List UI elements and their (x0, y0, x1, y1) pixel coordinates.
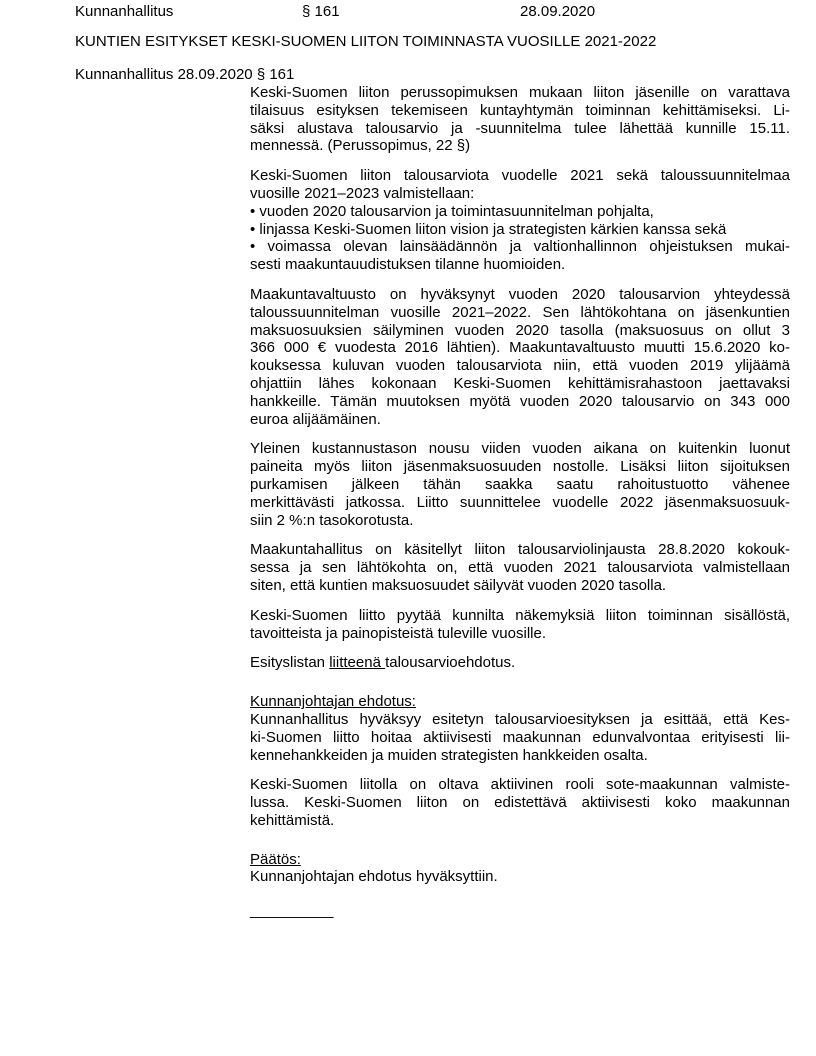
paragraph (250, 167, 790, 274)
body-line: Keski-Suomen liiton perussopimuksen mukaan liiton jäsenille on varattava (250, 84, 790, 101)
header-section-number: § 161 (302, 3, 340, 20)
paragraph (250, 711, 790, 764)
heading-block (250, 851, 790, 869)
body-line: mennessä. (Perussopimus, 22 §) (250, 137, 471, 155)
body-line: säksi alustava talousarvio ja -suunnitelma tulee lähettää kunnille 15.11. (250, 119, 790, 137)
signature-block (250, 902, 790, 920)
body-line: Maakuntahallitus on käsitellyt liiton talousarviolinjausta 28.8.2020 kokouk- (250, 541, 790, 559)
body-line: • voimassa olevan lainsäädännön ja valtionhallinnon ohjeistuksen mukai- (250, 238, 790, 256)
page-title: KUNTIEN ESITYKSET KESKI-SUOMEN LIITON TOIMINNASTA VUOSILLE 2021-2022 (75, 33, 657, 50)
body-line: Yleinen kustannustason nousu viiden vuoden aikana on kuitenkin luonut (250, 440, 790, 458)
body-line: hankkeille. Tämän muutoksen myötä vuoden 2020 talousarvio on 343 000 (250, 392, 790, 410)
body-line: tavoitteista ja painopisteistä tuleville vuosille. (250, 624, 546, 642)
section-heading: Kunnanjohtajan ehdotus: (250, 693, 416, 711)
header-date: 28.09.2020 (520, 3, 596, 20)
paragraph (250, 84, 790, 155)
body-line: Kunnanjohtajan ehdotus hyväksyttiin. (250, 868, 498, 886)
paragraph (250, 776, 790, 829)
body-line: ki-Suomen liitto hoitaa aktiivisesti maakunnan edunvalvontaa erityisesti lii- (250, 728, 790, 746)
section-reference-line: Kunnanhallitus 28.09.2020 § 161 (75, 66, 295, 83)
body-line: ohjattiin lähes kokonaan Keski-Suomen kehittämisrahastoon jaettavaksi (250, 374, 790, 392)
body-line: Kunnanhallitus hyväksyy esitetyn talousarvioesityksen ja esittää, että Kes- (250, 710, 790, 728)
paragraph (250, 868, 790, 886)
body-line: sesti maakuntauudistuksen tilanne huomioiden. (250, 256, 566, 274)
body-line: • vuoden 2020 talousarvion ja toimintasuunnitelman pohjalta, (250, 202, 654, 220)
paragraph (250, 286, 790, 428)
section-heading: Päätös: (250, 850, 301, 868)
body-line: Maakuntavaltuusto on hyväksynyt vuoden 2020 talousarvion yhteydessä (250, 285, 790, 303)
text-segment: talousarvioehdotus. (385, 654, 516, 672)
paragraph (250, 607, 790, 643)
body-line: Keski-Suomen liitto pyytää kunnilta näkemyksiä liiton toiminnan sisällöstä, (250, 606, 790, 624)
body-line: merkittävästi jatkossa. Liitto suunnittelee vuodelle 2022 jäsenmaksuosuuk- (250, 493, 790, 511)
text-segment: Esityslistan (250, 654, 330, 672)
body-line: siin 2 %:n tasokorotusta. (250, 511, 414, 529)
body-line: taloussuunnitelman vuosille 2021–2022. Sen lähtökohtana on jäsenkuntien (250, 303, 790, 321)
body-line: kehittämistä. (250, 811, 335, 829)
body-line: vuosille 2021–2023 valmistellaan: (250, 184, 475, 202)
paragraph (250, 440, 790, 529)
body-line: • linjassa Keski-Suomen liiton vision ja strategisten kärkien kanssa sekä (250, 220, 727, 238)
body-line: purkamisen jälkeen tähän saakka saatu rahoitustuotto vähenee (250, 475, 790, 493)
underlined-text: liitteenä (329, 654, 386, 672)
body-line: siten, että kuntien maksuosuudet säilyvät vuoden 2020 tasolla. (250, 576, 667, 594)
document-body (250, 84, 790, 920)
body-line: Keski-Suomen liiton talousarviota vuodelle 2021 sekä taloussuunnitelmaa (250, 167, 790, 185)
body-line: kennehankkeiden ja muiden strategisten hankkeiden osalta. (250, 746, 648, 764)
paragraph (250, 654, 790, 672)
heading-block (250, 693, 790, 711)
body-line: lussa. Keski-Suomen liiton on edistettävä aktiivisesti koko maakunnan (250, 794, 790, 812)
body-line: maksuosuuksien säilyminen vuoden 2020 tasolla (maksuosuus on ollut 3 (250, 321, 790, 339)
body-line (250, 654, 790, 672)
header-committee: Kunnanhallitus (75, 3, 174, 20)
signature-line: __________ (250, 902, 334, 920)
body-line: euroa alijäämäinen. (250, 410, 381, 428)
body-line: paineita myös liiton jäsenmaksuosuuden nostolle. Lisäksi liiton sijoituksen (250, 458, 790, 476)
body-line: sessa ja sen lähtökohta on, että vuoden 2021 talousarviota valmistellaan (250, 559, 790, 577)
body-line: 366 000 € vuodesta 2016 lähtien). Maakuntavaltuusto muutti 15.6.2020 ko- (250, 339, 790, 357)
paragraph (250, 541, 790, 594)
body-line: Keski-Suomen liitolla on oltava aktiivinen rooli sote-maakunnan valmiste- (250, 776, 790, 794)
body-line: kouksessa kuluvan vuoden talousarviota niin, että vuoden 2019 ylijäämä (250, 357, 790, 375)
body-line: tilaisuus esityksen tekemiseen kuntayhtymän toiminnan kehittämiseksi. Li- (250, 101, 790, 119)
